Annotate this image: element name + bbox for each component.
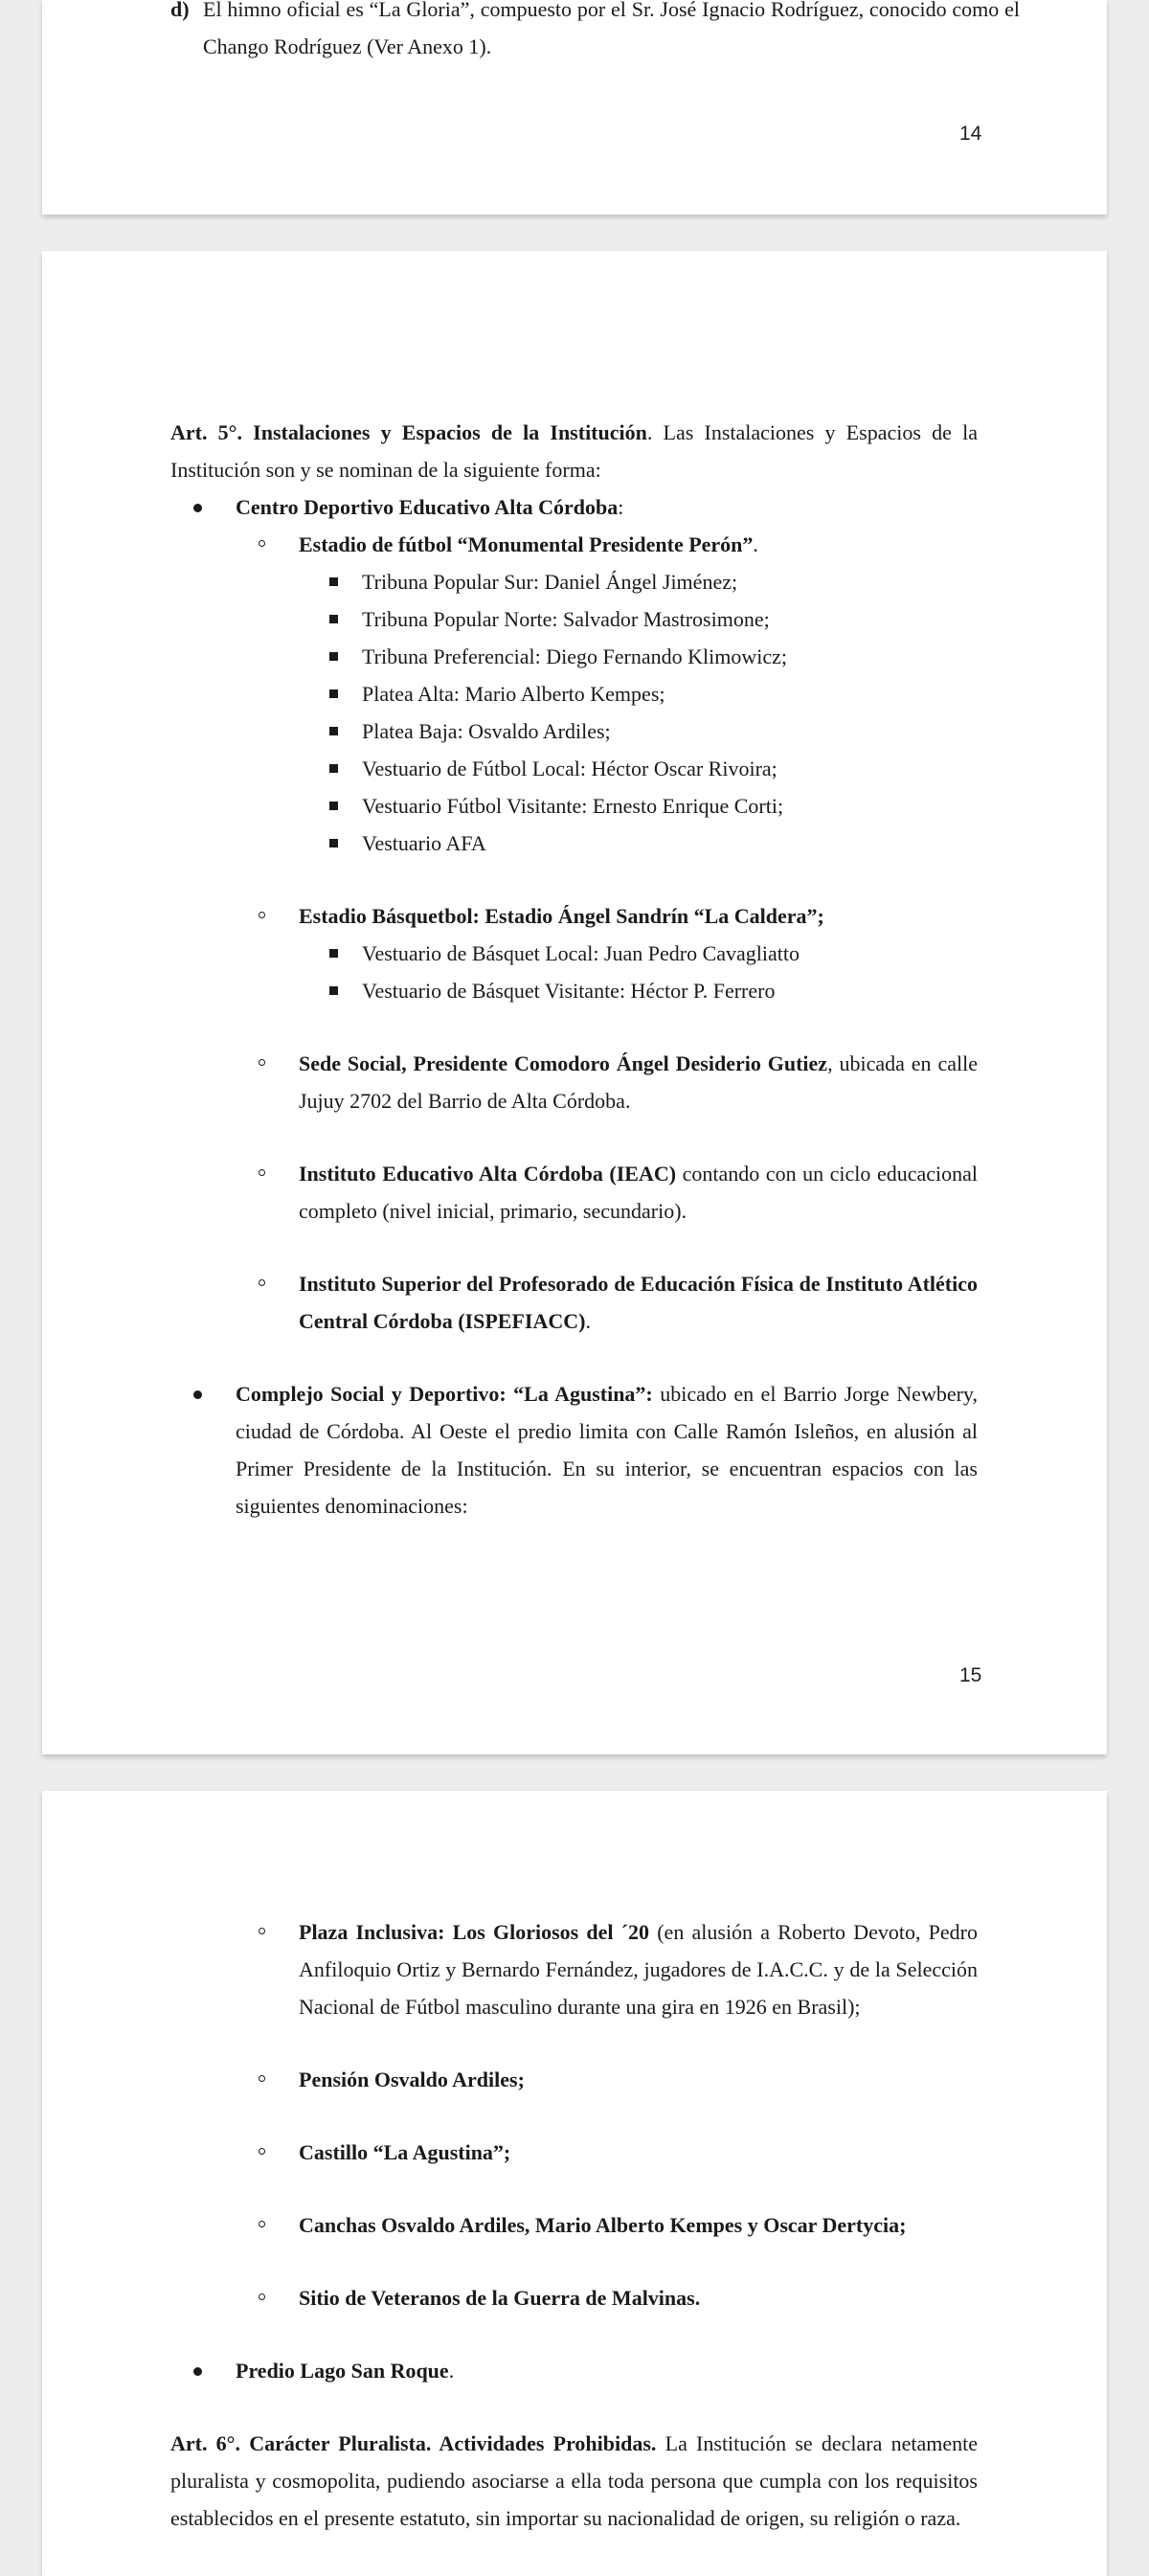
list-item-plaza: Plaza Inclusiva: Los Gloriosos del ´20 (en alusión a Roberto Devoto, Pedro Anfiloquio Ortiz y Bernardo Fernández, jugadores de I.A.C.C. y de la Selección Nacional de Fútbol masculino durante una gira en 1926 en Brasil);: [170, 1913, 978, 2025]
list-item: Tribuna Preferencial: Diego Fernando Klimowicz;: [170, 638, 978, 675]
list-item-centro: Centro Deportivo Educativo Alta Córdoba:: [170, 488, 978, 526]
list-item: Vestuario de Básquet Visitante: Héctor P. Ferrero: [170, 972, 978, 1009]
list-item-castillo: Castillo “La Agustina”;: [170, 2134, 978, 2171]
list-item: Vestuario de Fútbol Local: Héctor Oscar Rivoira;: [170, 750, 978, 787]
list-marker: d): [170, 0, 190, 21]
spacer: [170, 1340, 978, 1375]
spacer: [170, 2171, 978, 2206]
list-item: Tribuna Popular Sur: Daniel Ángel Jiménez;: [170, 563, 978, 600]
article-6-paragraph: Art. 6°. Carácter Pluralista. Actividades Prohibidas. La Institución se declara netamente pluralista y cosmopolita, pudiendo asociarse a ella toda persona que cumpla con los requisitos establecidos en el presente estatuto, sin importar su nacionalidad de origen, su religión o raza.: [170, 2431, 978, 2530]
document-page-15: [42, 251, 1107, 1754]
facilities-list: [170, 488, 978, 1525]
spacer: [170, 1119, 978, 1155]
spacer: [170, 862, 978, 897]
spacer: [170, 2244, 978, 2279]
spacer: [170, 2025, 978, 2061]
document-page-16: [42, 1791, 1107, 2576]
page-content: [170, 1913, 978, 2537]
spacer: [170, 2316, 978, 2352]
list-item-ispefiacc: Instituto Superior del Profesorado de Educación Física de Instituto Atlético Central Córdoba (ISPEFIACC).: [170, 1265, 978, 1340]
article-6-title: Art. 6°. Carácter Pluralista. Actividades Prohibidas.: [170, 2431, 657, 2455]
page-number: 14: [959, 123, 982, 145]
spacer: [170, 2098, 978, 2134]
list-item-d: [170, 0, 1020, 65]
list-item: Vestuario AFA: [170, 825, 978, 862]
list-item: Vestuario Fútbol Visitante: Ernesto Enrique Corti;: [170, 787, 978, 825]
article-5-title: Art. 5°. Instalaciones y Espacios de la Institución: [170, 420, 647, 444]
list-item-sitio: Sitio de Veteranos de la Guerra de Malvinas.: [170, 2279, 978, 2316]
list-item-canchas: Canchas Osvaldo Ardiles, Mario Alberto Kempes y Oscar Dertycia;: [170, 2206, 978, 2244]
list-item-predio: Predio Lago San Roque.: [170, 2352, 978, 2389]
page-content: [170, 414, 978, 1525]
list-item-complejo: Complejo Social y Deportivo: “La Agustina”: ubicado en el Barrio Jorge Newbery, ciudad de Córdoba. Al Oeste el predio limita con Calle Ramón Isleños, en alusión al Primer Presidente de la Institución. En su interior, se encuentran espacios con las siguientes denominaciones:: [170, 1375, 978, 1525]
list-item: Tribuna Popular Norte: Salvador Mastrosimone;: [170, 600, 978, 638]
list-item-estadio-futbol: Estadio de fútbol “Monumental Presidente Perón”.: [170, 526, 978, 563]
list-item: Vestuario de Básquet Local: Juan Pedro Cavagliatto: [170, 935, 978, 972]
list-item: Platea Baja: Osvaldo Ardiles;: [170, 712, 978, 750]
facilities-list-continued: [170, 1913, 978, 2425]
spacer: [170, 1009, 978, 1045]
document-page-14: [42, 0, 1107, 215]
page-number: 15: [959, 1664, 982, 1686]
spacer: [170, 1230, 978, 1265]
list-item: Platea Alta: Mario Alberto Kempes;: [170, 675, 978, 712]
list-item-estadio-basquet: Estadio Básquetbol: Estadio Ángel Sandrín “La Caldera”;: [170, 897, 978, 935]
list-item-sede-social: Sede Social, Presidente Comodoro Ángel Desiderio Gutiez, ubicada en calle Jujuy 2702 del Barrio de Alta Córdoba.: [170, 1045, 978, 1119]
list-item-pension: Pensión Osvaldo Ardiles;: [170, 2061, 978, 2098]
list-item-ieac: Instituto Educativo Alta Córdoba (IEAC) contando con un ciclo educacional completo (nivel inicial, primario, secundario).: [170, 1155, 978, 1230]
anthem-text: El himno oficial es “La Gloria”, compuesto por el Sr. José Ignacio Rodríguez, conocido como el Chango Rodríguez (Ver Anexo 1).: [203, 0, 1020, 58]
spacer: [170, 2389, 978, 2425]
article-5-paragraph: Art. 5°. Instalaciones y Espacios de la Institución. Las Instalaciones y Espacios de la Institución son y se nominan de la siguiente forma:: [170, 420, 978, 482]
